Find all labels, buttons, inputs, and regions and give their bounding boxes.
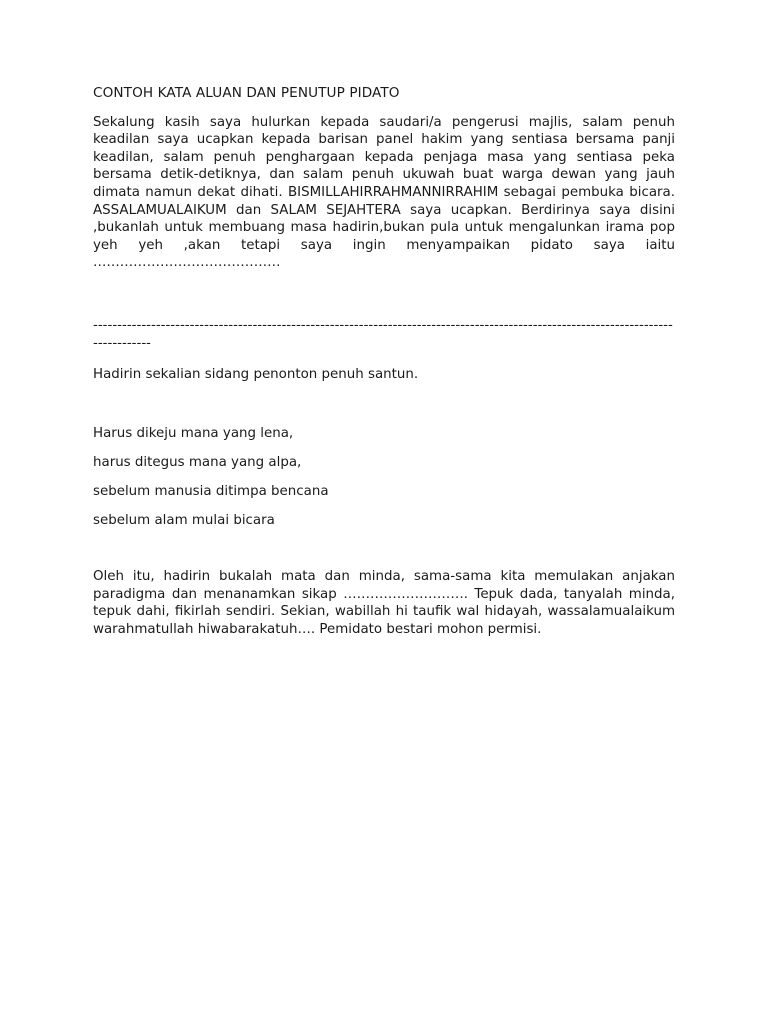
closing-paragraph: Oleh itu, hadirin bukalah mata dan minda, sama-sama kita memulakan anjakan paradigma dan menanamkan sikap ………………………. Tepuk dada, tanyalah minda, tepuk dahi, fikirlah sendiri. Sekian, wabillah hi taufik wal hidayah, wassalamualaikum warahmatullah hiwabarakatuh…. Pemidato bestari mohon permisi. xyxy=(93,568,675,637)
greeting-line: Hadirin sekalian sidang penonton penuh santun. xyxy=(93,366,419,382)
pantun-line: Harus dikeju mana yang lena, xyxy=(93,425,294,441)
document-title: CONTOH KATA ALUAN DAN PENUTUP PIDATO xyxy=(93,85,400,101)
pantun-line: sebelum manusia ditimpa bencana xyxy=(93,484,329,500)
dashed-divider: ------------------------------------------------------------------------------------------------------------------------------------ xyxy=(93,317,673,351)
pantun-line: sebelum alam mulai bicara xyxy=(93,513,275,529)
intro-paragraph: Sekalung kasih saya hulurkan kepada saudari/a pengerusi majlis, salam penuh keadilan saya ucapkan kepada barisan panel hakim yang sentiasa bersama panji keadilan, salam penuh penghargaan kepada penjaga masa yang sentiasa peka bersama detik-detiknya, dan salam penuh ukuwah buat warga dewan yang jauh dimata namun dekat dihati. BISMILLAHIRRAHMANNIRRAHIM sebagai pembuka bicara. ASSALAMUALAIKUM dan SALAM SEJAHTERA saya ucapkan. Berdirinya saya disini ,bukanlah untuk membuang masa hadirin,bukan pula untuk mengalunkan irama pop yeh yeh ,akan tetapi saya ingin menyampaikan pidato saya iaitu …………………………………… xyxy=(93,114,675,271)
pantun-line: harus ditegus mana yang alpa, xyxy=(93,454,302,470)
pantun-verse xyxy=(93,425,675,530)
document-page xyxy=(93,85,675,638)
